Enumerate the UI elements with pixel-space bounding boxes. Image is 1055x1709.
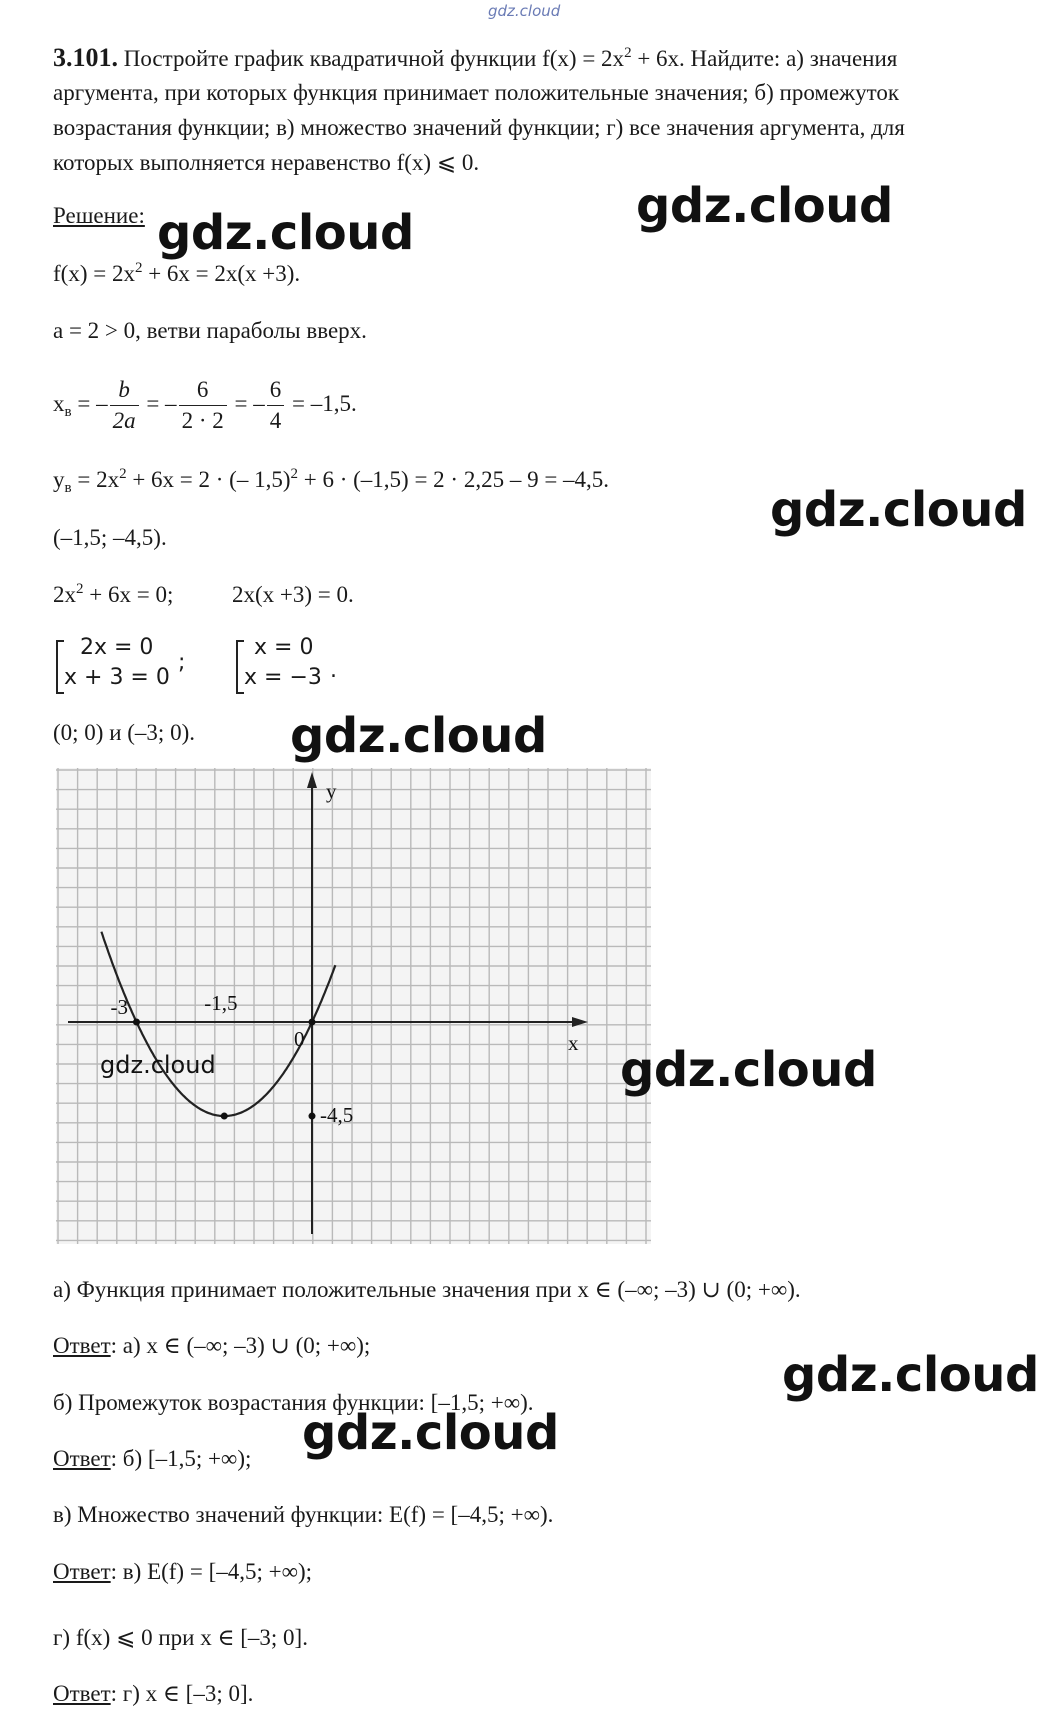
watermark: gdz.cloud <box>290 708 547 764</box>
system-separator-1: ; <box>178 650 186 675</box>
parabola-graph <box>56 768 651 1244</box>
y-axis-label: y <box>326 779 337 803</box>
x-axis-label: x <box>568 1031 579 1055</box>
watermark: gdz.cloud <box>770 482 1027 538</box>
watermark: gdz.cloud <box>157 205 414 261</box>
roots-equation-1: $2x^2 + 6x = 0$; <box>53 581 174 607</box>
watermark: gdz.cloud <box>620 1042 877 1098</box>
answer-d-text: г) f(x) ⩽ 0 при x ∈ [–3; 0]. <box>53 1625 308 1650</box>
watermark: gdz.cloud <box>782 1347 1039 1403</box>
graph-watermark: gdz.cloud <box>100 1051 216 1079</box>
task-line-3: возрастания функции; в) множество значений функции; г) все значения аргумента, для <box>53 115 905 140</box>
answer-a: Ответ: а) x ∈ (–∞; –3) ∪ (0; +∞); <box>53 1333 371 1358</box>
system-bracket-1 <box>56 640 64 694</box>
answer-b: Ответ: б) [–1,5; +∞); <box>53 1446 252 1471</box>
system2-line1: x = 0 <box>254 635 314 660</box>
graph-paper <box>56 768 651 1244</box>
graph-point <box>133 1019 140 1026</box>
answer-c-text: в) Множество значений функции: E(f) = [–4,5; +∞). <box>53 1502 554 1527</box>
factor-line: $f(x) = 2x^2 + 6x = 2x(x +3)$. <box>53 260 301 286</box>
x-root-label: -3 <box>110 995 128 1019</box>
system2-line2: x = −3 <box>244 665 322 690</box>
answer-b-text: б) Промежуток возрастания функции: [–1,5; +∞). <box>53 1390 534 1415</box>
watermark: gdz.cloud <box>302 1405 559 1461</box>
system-separator-2: . <box>330 658 337 683</box>
answer-d: Ответ: г) x ∈ [–3; 0]. <box>53 1681 254 1706</box>
vertex-y-label: -4,5 <box>320 1103 354 1128</box>
vertex-point: (–1,5; –4,5). <box>53 525 167 550</box>
task-line-4: которых выполняется неравенство f(x) ⩽ 0. <box>53 150 480 175</box>
vertex-y-formula: $y_в = 2x^2 + 6x = 2$ · (– 1,5)$^2$ + 6 · (–1,5) = 2 · 2,25 – 9 = –4,5. <box>53 466 610 496</box>
answer-a-text: а) Функция принимает положительные значения при x ∈ (–∞; –3) ∪ (0; +∞). <box>53 1277 801 1302</box>
graph-point <box>221 1113 228 1120</box>
solution-heading: Решение: <box>53 203 145 228</box>
roots-points: (0; 0) и (–3; 0). <box>53 720 195 745</box>
roots-equation-2: 2x(x +3) = 0. <box>232 582 354 607</box>
top-watermark: gdz.cloud <box>488 2 561 20</box>
origin-label: 0 <box>294 1027 305 1051</box>
system1-line2: x + 3 = 0 <box>64 665 170 690</box>
watermark: gdz.cloud <box>636 178 893 234</box>
task-number: 3.101. <box>53 43 118 72</box>
answer-c: Ответ: в) E(f) = [–4,5; +∞); <box>53 1559 313 1584</box>
system1-line1: 2x = 0 <box>80 635 154 660</box>
graph-point <box>309 1019 316 1026</box>
graph-point <box>309 1113 316 1120</box>
task-line-1: 3.101. Постройте график квадратичной функции $f(x) = 2x^2 + 6x$. Найдите: а) значения <box>53 43 898 72</box>
vertex-x-formula: $x_в$ = – $\frac{b}{2a}$ = – $\frac{6}{2 \cdot 2}$ = – $\frac{6}{4}$ = –1,5. <box>53 377 357 433</box>
vertex-x-label: -1,5 <box>204 991 238 1015</box>
task-line-2: аргумента, при которых функция принимает положительные значения; б) промежуток <box>53 80 899 105</box>
task-text-1: Постройте график квадратичной функции f(x) = 2x <box>123 46 625 71</box>
system-bracket-2 <box>236 640 244 694</box>
branches-line: a = 2 > 0, ветви параболы вверх. <box>53 318 367 343</box>
